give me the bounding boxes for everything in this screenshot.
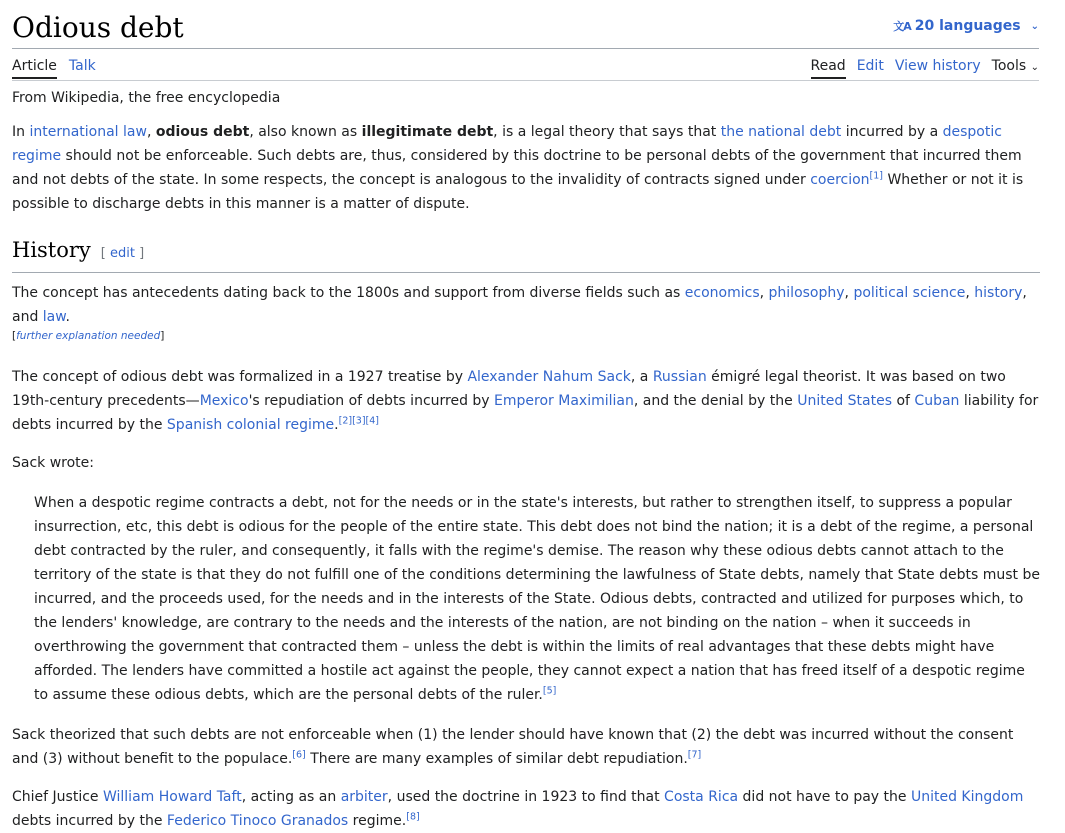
view-tabs [811, 58, 1039, 79]
text: incurred by a [841, 124, 943, 140]
citation-1[interactable]: [1] [869, 170, 884, 182]
tab-edit[interactable]: Edit [856, 58, 884, 74]
languages-label: 20 languages [914, 18, 1021, 34]
text: of [892, 393, 915, 409]
chevron-down-icon: ⌄ [1030, 20, 1039, 32]
section-heading-history [12, 236, 1040, 273]
history-paragraph-2: The concept of odious debt was formalized in a 1927 treatise by Alexander Nahum Sack, a Russian émigré legal theorist. It was based on two 19th-century precedents—Mexico's repudiation of debts incurred by Emperor Maximilian, and the denial by the United States of Cuban liability for debts incurred by the Spanish colonial regime.[2][3][4] [12, 369, 1039, 433]
link-international-law[interactable]: international law [29, 124, 147, 140]
tagline: From Wikipedia, the free encyclopedia [12, 90, 281, 106]
text: The concept of odious debt was formalized in a 1927 treatise by [12, 369, 468, 385]
sack-quote [34, 491, 1040, 707]
citation-5[interactable]: [5] [542, 685, 557, 697]
link-political-science[interactable]: political science [853, 285, 966, 301]
intro-paragraph [12, 120, 1040, 216]
text: debts incurred by the [12, 813, 167, 829]
link-russian[interactable]: Russian [652, 369, 707, 385]
further-explanation-link[interactable]: further explanation needed [16, 330, 161, 342]
text: . [65, 309, 70, 325]
citation-6[interactable]: [6] [292, 749, 306, 761]
link-philosophy[interactable]: philosophy [768, 285, 845, 301]
link-united-states[interactable]: United States [797, 393, 893, 409]
tab-read[interactable]: Read [811, 58, 846, 79]
citation-7[interactable]: [7] [687, 749, 702, 761]
namespace-tabs [12, 58, 96, 79]
text: There are many examples of similar debt repudiation. [305, 751, 688, 767]
heading-text: History [12, 238, 91, 262]
history-paragraph-5 [12, 785, 1040, 833]
history-paragraph-3: Sack wrote: [12, 455, 95, 471]
text: émigré legal theorist. It was based on two 19th-century precedents— [12, 369, 1006, 409]
tab-view-history[interactable]: View history [894, 58, 981, 74]
text: , is a legal theory that says that [493, 124, 721, 140]
bold-term-illegitimate-debt: illegitimate debt [361, 124, 494, 140]
text: Sack theorized that such debts are not enforceable when (1) the lender should have known that (2) the debt was incurred without the consent and (3) without benefit to the populace. [12, 727, 1014, 767]
citations-2-3-4[interactable]: [2][3][4] [338, 415, 379, 427]
text: regime. [348, 813, 407, 829]
translate-icon: 文A [893, 20, 911, 33]
link-alexander-nahum-sack[interactable]: Alexander Nahum Sack [467, 369, 631, 385]
text: , also known as [249, 124, 362, 140]
tools-menu[interactable] [992, 58, 1039, 79]
tab-article[interactable]: Article [12, 58, 57, 79]
text: In [12, 124, 30, 140]
link-spanish-colonial-regime[interactable]: Spanish colonial regime [166, 417, 335, 433]
text: , acting as an [241, 789, 341, 805]
link-united-kingdom[interactable]: United Kingdom [910, 789, 1024, 805]
citation-8[interactable]: [8] [406, 811, 420, 823]
quote-text: When a despotic regime contracts a debt, not for the needs or in the state's interests, but rather to strengthen itself, to suppress a popular insurrection, etc, this debt is odious for the people of the entire state. This debt does not bind the nation; it is a debt of the regime, a personal debt contracted by the ruler, and consequently, it falls with the regime's demise. The reason why these odious debts cannot attach to the territory of the state is that they do not fulfill one of the conditions determining the lawfulness of State debts, namely that State debts must be incurred, and the proceeds used, for the needs and in the interests of the State. Odious debts, contracted and utilized for purposes which, to the lenders' knowledge, are contrary to the needs and the interests of the nation, are not binding on the nation – when it succeeds in overthrowing the government that contracted them – unless the debt is within the limits of real advantages that these debts might have afforded. The lenders have committed a hostile act against the people, they cannot expect a nation that has freed itself of a despotic regime to assume these odious debts, which are the personal debts of the ruler. [34, 495, 1040, 703]
text: liability for debts incurred by the [12, 393, 1039, 433]
article-body [12, 86, 1040, 833]
link-arbiter[interactable]: arbiter [340, 789, 388, 805]
link-cuban[interactable]: Cuban [914, 393, 960, 409]
link-emperor-maximilian[interactable]: Emperor Maximilian [494, 393, 634, 409]
link-national-debt[interactable]: the national debt [720, 124, 842, 140]
section-edit: [ edit ] [100, 246, 145, 261]
edit-section-link[interactable]: edit [110, 246, 135, 261]
title-divider [12, 48, 1039, 49]
history-paragraph-1: The concept has antecedents dating back to the 1800s and support from diverse fields such as economics, philosophy, political science, history, and law. [12, 285, 1027, 325]
text: Whether or not it is possible to discharge debts in this manner is a matter of dispute. [12, 172, 1024, 212]
text: should not be enforceable. Such debts are, thus, considered by this doctrine to be personal debts of the government that incurred them and not debts of the state. In some respects, the concept is analogous to the invalidity of contracts signed under [12, 148, 1022, 188]
chevron-down-icon: ⌄ [1030, 62, 1039, 73]
bold-term-odious-debt: odious debt [155, 124, 250, 140]
languages-button[interactable] [893, 18, 1039, 34]
page-title: Odious debt [12, 11, 184, 44]
link-mexico[interactable]: Mexico [199, 393, 249, 409]
text: , and [12, 285, 1027, 325]
text: did not have to pay the [738, 789, 911, 805]
link-coercion[interactable]: coercion [810, 172, 870, 188]
history-paragraph-4 [12, 723, 1040, 771]
link-economics[interactable]: economics [684, 285, 760, 301]
text: 's repudiation of debts incurred by [248, 393, 495, 409]
text: , and the denial by the [633, 393, 798, 409]
further-explanation-tag: [further explanation needed] [12, 330, 165, 342]
link-federico-tinoco-granados[interactable]: Federico Tinoco Granados [166, 813, 349, 829]
link-despotic-regime[interactable]: despotic regime [12, 124, 1002, 164]
link-costa-rica[interactable]: Costa Rica [664, 789, 739, 805]
text: , a [630, 369, 653, 385]
link-william-howard-taft[interactable]: William Howard Taft [102, 789, 242, 805]
text: , [146, 124, 156, 140]
tabs-divider [12, 80, 1039, 81]
text: The concept has antecedents dating back to the 1800s and support from diverse fields such as [12, 285, 685, 301]
tools-label: Tools [991, 58, 1027, 74]
text: , used the doctrine in 1923 to find that [387, 789, 665, 805]
link-law[interactable]: law [42, 309, 66, 325]
text: Chief Justice [12, 789, 103, 805]
tab-talk[interactable]: Talk [68, 58, 96, 74]
link-history[interactable]: history [974, 285, 1023, 301]
